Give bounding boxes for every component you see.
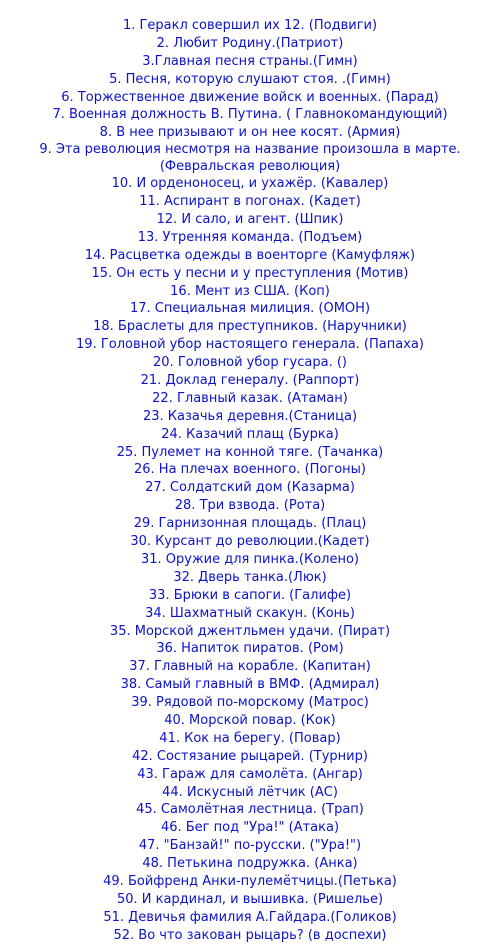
riddle-item: 47. "Банзай!" по-русски. ("Ура!") xyxy=(138,838,362,854)
riddle-item: 40. Морской повар. (Кок) xyxy=(164,712,336,728)
riddle-item: 31. Оружие для пинка.(Колено) xyxy=(140,551,359,567)
riddle-item: 18. Браслеты для преступников. (Наручники) xyxy=(93,319,407,335)
riddle-item: 11. Аспирант в погонах. (Кадет) xyxy=(139,194,361,210)
riddle-item: 44. Искусный лётчик (АС) xyxy=(162,784,338,800)
riddle-item: 32. Дверь танка.(Люк) xyxy=(173,569,327,585)
riddle-item: 25. Пулемет на конной тяге. (Тачанка) xyxy=(116,444,384,460)
riddle-item: 51. Девичья фамилия А.Гайдара.(Голиков) xyxy=(103,909,397,925)
riddle-item: 49. Бойфренд Анки-пулемётчицы.(Петька) xyxy=(103,873,397,889)
riddle-item: 17. Специальная милиция. (ОМОН) xyxy=(129,301,371,317)
riddle-item: 38. Самый главный в ВМФ. (Адмирал) xyxy=(120,677,380,693)
riddle-item: 23. Казачья деревня.(Станица) xyxy=(142,408,358,424)
riddle-item: 41. Кок на берегу. (Повар) xyxy=(159,730,341,746)
riddle-list xyxy=(0,17,500,945)
riddle-item: 1. Геракл совершил их 12. (Подвиги) xyxy=(122,18,378,33)
riddle-item: 35. Морской джентльмен удачи. (Пират) xyxy=(109,623,391,639)
riddle-item: 45. Самолётная лестница. (Трап) xyxy=(136,802,364,818)
riddle-item: 2. Любит Родину.(Патриот) xyxy=(156,35,344,51)
riddle-item: 13. Утренняя команда. (Подъем) xyxy=(137,229,363,245)
riddle-item: 26. На плечах военного. (Погоны) xyxy=(134,462,366,478)
riddle-item: 10. И орденоносец, и ухажёр. (Кавалер) xyxy=(111,176,389,192)
riddle-item: 24. Казачий плащ (Бурка) xyxy=(161,426,339,442)
riddle-item: 37. Главный на корабле. (Капитан) xyxy=(129,659,371,675)
riddle-item: 28. Три взвода. (Рота) xyxy=(174,498,326,514)
riddle-item: 22. Главный казак. (Атаман) xyxy=(152,390,348,406)
riddle-item: 52. Во что закован рыцарь? (в доспехи) xyxy=(113,927,387,943)
riddle-item: 43. Гараж для самолёта. (Ангар) xyxy=(137,766,363,782)
riddle-item: 14. Расцветка одежды в военторге (Камуфляж) xyxy=(84,247,416,263)
riddle-item: 39. Рядовой по-морскому (Матрос) xyxy=(131,695,369,711)
riddle-item: 5. Песня, которую слушают стоя. .(Гимн) xyxy=(109,71,391,87)
riddle-item: 9. Эта революция несмотря на название произошла в марте.(Февральская революция) xyxy=(39,142,461,174)
riddle-item: 48. Петькина подружка. (Анка) xyxy=(142,856,358,872)
riddle-item: 46. Бег под "Ура!" (Атака) xyxy=(160,820,340,836)
riddle-item: 8. В нее призывают и он нее косят. (Армия) xyxy=(99,125,401,141)
riddle-item: 3.Главная песня страны.(Гимн) xyxy=(142,53,358,69)
riddle-item: 6. Торжественное движение войск и военных. (Парад) xyxy=(61,89,439,105)
riddle-item: 33. Брюки в сапоги. (Галифе) xyxy=(148,587,352,603)
riddle-item: 27. Солдатский дом (Казарма) xyxy=(145,480,355,496)
riddle-item: 19. Головной убор настоящего генерала. (Папаха) xyxy=(76,337,424,353)
riddle-item: 42. Состязание рыцарей. (Турнир) xyxy=(132,748,368,764)
riddle-item: 21. Доклад генералу. (Раппорт) xyxy=(140,373,360,389)
riddle-item: 30. Курсант до революции.(Кадет) xyxy=(130,534,370,550)
riddle-item: 34. Шахматный скакун. (Конь) xyxy=(145,605,355,621)
riddle-item: 29. Гарнизонная площадь. (Плац) xyxy=(133,516,367,532)
riddle-item: 12. И сало, и агент. (Шпик) xyxy=(156,212,344,228)
riddle-item: 7. Военная должность В. Путина. ( Главнокомандующий) xyxy=(52,107,448,123)
riddle-item: 15. Он есть у песни и у преступления (Мотив) xyxy=(91,265,409,281)
riddle-item: 36. Напиток пиратов. (Ром) xyxy=(156,641,344,657)
riddle-item: 50. И кардинал, и вышивка. (Ришелье) xyxy=(116,891,384,907)
riddle-item: 20. Головной убор гусара. () xyxy=(153,355,347,371)
riddle-item: 16. Мент из США. (Коп) xyxy=(170,283,330,299)
